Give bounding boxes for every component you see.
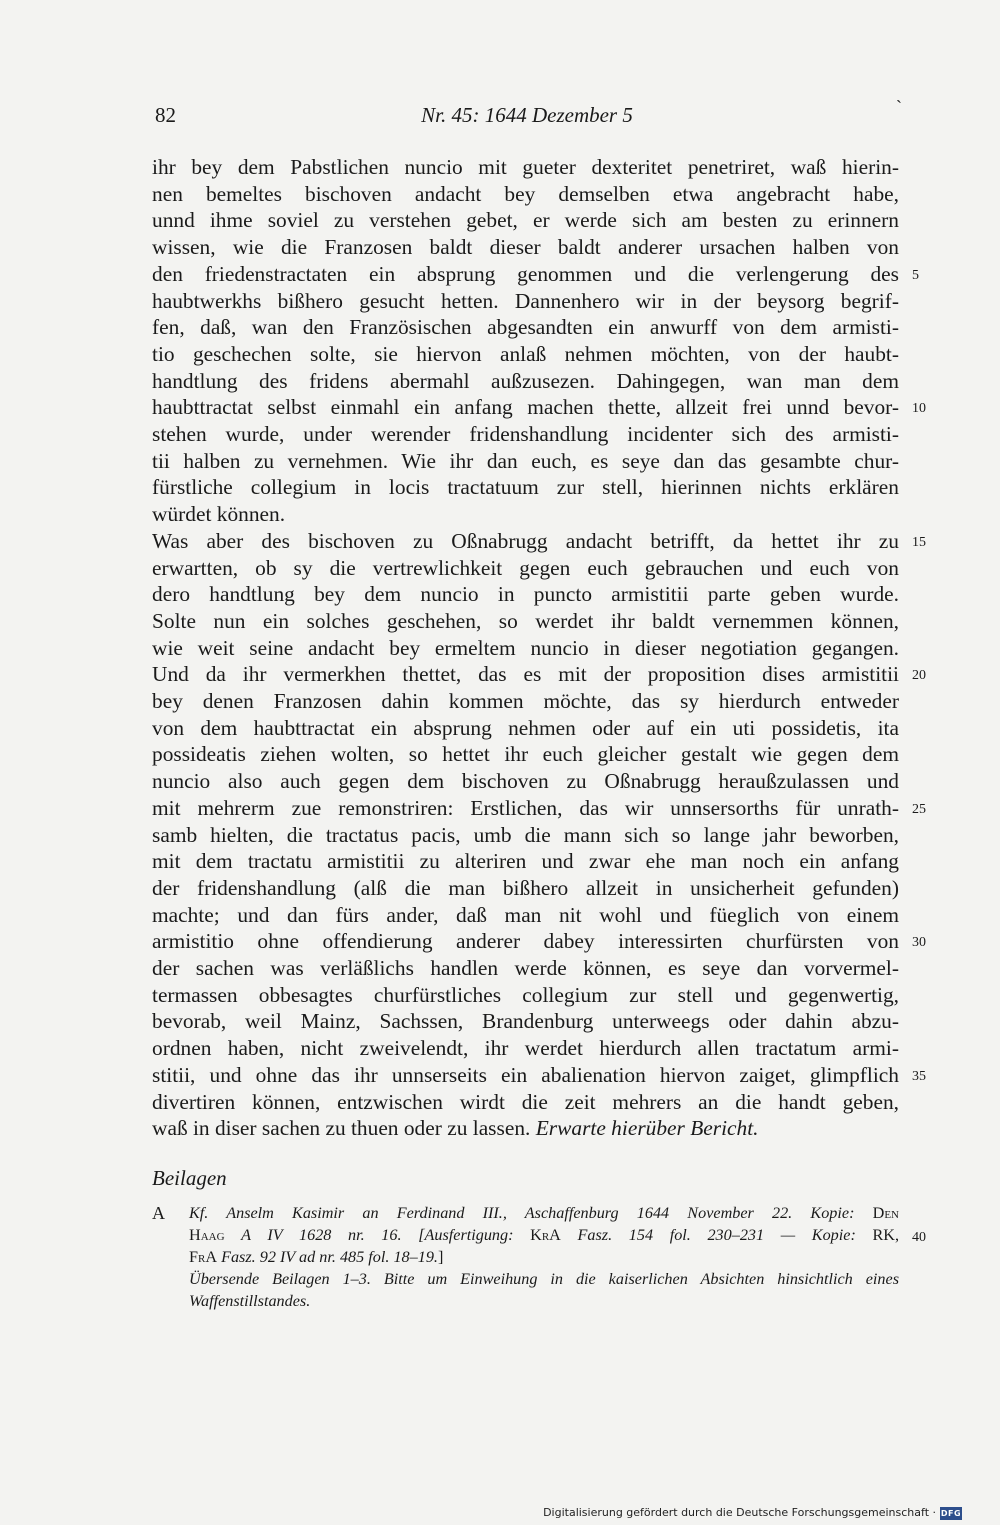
beilage-letter: A [152, 1203, 165, 1223]
beilage-line-2-sc: Haag [189, 1226, 225, 1244]
dfg-logo: DFG [940, 1508, 962, 1518]
body-line-final [152, 1115, 899, 1141]
margin-line-number: 30 [912, 935, 926, 951]
beilage-line-1 [189, 1202, 899, 1224]
page-number: 82 [155, 103, 176, 127]
body-line: würdet können. [152, 502, 286, 527]
body-line: divertiren können, entzwischen wirdt die zeit mehrers an die handt geben, [152, 1089, 899, 1114]
beilage-line-2 [189, 1224, 899, 1246]
corner-mark: ˋ [896, 97, 902, 117]
body-line: handtlung des fridens abermahl außzusezen. Dahingegen, wan man dem [152, 368, 899, 393]
body-line: termassen obbesagtes churfürstliches collegium zur stell und gegenwertig, [152, 982, 899, 1007]
beilage-line-3 [189, 1246, 899, 1268]
body-line: erwartten, ob sy die vertrewlichkeit gegen euch gebrauchen und euch von [152, 555, 899, 580]
body-line: ihr bey dem Pabstlichen nuncio mit gueter dexteritet penetriret, waß hierin- [152, 155, 899, 179]
running-title: Nr. 45: 1644 Dezember 5 [421, 103, 633, 127]
body-line: dero handtlung bey dem nuncio in puncto armistitii parte geben wurde. [152, 582, 899, 607]
dfg-credit-text: Digitalisierung gefördert durch die Deutsche Forschungsgemeinschaft · [543, 1506, 936, 1519]
body-line: machte; und dan fürs ander, daß man nit wohl und füeglich von einem [152, 902, 899, 927]
body-line: tio geschechen solte, sie hiervon anlaß nehmen möchten, von der haubt- [152, 341, 899, 366]
body-line: nen bemeltes bischoven andacht bey demselben etwa angebracht habe, [152, 181, 899, 206]
beilage-line-2-b: [Ausfertigung: [418, 1226, 514, 1244]
beilage-line-2-e: RK, [872, 1226, 900, 1244]
body-line: ordnen haben, nicht zweivelendt, ihr werdet hierdurch allen tractatum armi- [152, 1036, 899, 1061]
body-line: von dem haubttractat ein absprung nehmen oder auf ein uti possidetis, ita [152, 715, 899, 740]
body-line: samb hielten, die tractatus pacis, umb die mann sich so lange jahr beworben, [152, 822, 899, 847]
margin-line-number: 15 [912, 534, 926, 550]
final-line-italic: Erwarte hierüber Bericht. [535, 1116, 759, 1141]
body-line: Und da ihr vermerkhen thettet, das es mit der proposition dises armistitii [152, 662, 899, 687]
margin-line-number: 35 [912, 1068, 926, 1084]
body-line: possideatis ziehen wolten, so hettet ihr euch gleicher gestalt wie gegen dem [152, 742, 899, 767]
body-line: wissen, wie die Franzosen baldt dieser baldt anderer ursachen halben von [152, 235, 899, 260]
beilage-line-1-sc: Den [872, 1204, 899, 1222]
beilage-line-2-d: Fasz. 154 fol. 230–231 — Kopie: [577, 1226, 856, 1244]
body-line: armistitio ohne offendierung anderer dabey interessirten churfürsten von [152, 929, 899, 954]
body-line: unnd ihme soviel zu verstehen gebet, er werde sich am besten zu erinnern [152, 208, 899, 233]
body-line: fürstliche collegium in locis tractatuum zur stell, hierinnen nichts erklären [152, 475, 899, 500]
body-line: haubtwerkhs bißhero gesucht hetten. Dannenhero wir in der beysorg begrif- [152, 288, 899, 313]
beilage-line-3-b: Fasz. 92 IV ad nr. 485 fol. 18–19. [221, 1248, 438, 1266]
beilage-line-4: Übersende Beilagen 1–3. Bitte um Einweihung in die kaiserlichen Absichten hinsichtlich eines [189, 1270, 899, 1288]
beilage-line-5: Waffenstillstandes. [189, 1292, 311, 1310]
margin-line-number: 25 [912, 801, 926, 817]
body-line: stehen wurde, under werender fridenshandlung incidenter sich des armisti- [152, 422, 899, 446]
body-line: nuncio also auch gegen dem bischoven zu Oßnabrugg heraußzulassen und [152, 769, 899, 794]
body-line: der fridenshandlung (alß die man bißhero allzeit in unsicherheit gefunden) [152, 875, 899, 900]
beilagen-title: Beilagen [152, 1166, 227, 1190]
body-line: stitii, und ohne das ihr unnserseits ein abalienation hiervon zaiget, glimpflich [152, 1062, 899, 1087]
margin-line-number: 10 [912, 401, 926, 417]
body-line: Solte nun ein solches geschehen, so werdet ihr baldt vernemmen können, [152, 608, 899, 633]
margin-line-number: 5 [912, 267, 919, 283]
body-line: haubttractat selbst einmahl ein anfang machen thette, allzeit frei unnd bevor- [152, 395, 899, 420]
beilage-line-3-c: ] [437, 1248, 444, 1266]
beilage-line-3-a: FrA [189, 1248, 218, 1266]
body-line: den friedenstractaten ein absprung genommen und die verlengerung des [152, 261, 899, 286]
body-line: Was aber des bischoven zu Oßnabrugg andacht betrifft, da hettet ihr zu [152, 528, 899, 553]
body-line: bey denen Franzosen dahin kommen möchte, das sy hierdurch entweder [152, 689, 899, 713]
margin-line-number: 20 [912, 668, 926, 684]
beilage-line-1-text: Kf. Anselm Kasimir an Ferdinand III., Aschaffenburg 1644 November 22. Kopie: [189, 1204, 855, 1222]
body-line: mit dem tractatu armistitii zu alteriren und zwar ehe man noch ein anfang [152, 849, 899, 874]
body-line: der sachen was verläßlichs handlen werde können, es seye dan vorvermel- [152, 956, 899, 980]
body-line: wie weit seine andacht bey ermeltem nuncio in dieser negotiation gegangen. [152, 635, 899, 660]
page-header [155, 97, 902, 133]
beilage-line-number: 40 [912, 1230, 926, 1245]
dfg-credit [543, 1505, 962, 1521]
beilage-line-2-a: A IV 1628 nr. 16. [241, 1226, 402, 1244]
body-line: tii halben zu vernehmen. Wie ihr dan euch, es seye dan das gesambte chur- [152, 448, 899, 473]
body-line: mit mehrerm zue remonstriren: Erstlichen, das wir unnsersorths für unrath- [152, 795, 899, 820]
final-line-text: waß in diser sachen zu thuen oder zu lassen. [152, 1116, 536, 1141]
beilage-line-2-c: KrA [530, 1226, 561, 1244]
body-line: bevorab, weil Mainz, Sachssen, Brandenburg unterweegs oder dahin abzu- [152, 1009, 899, 1034]
body-line: fen, daß, wan den Französischen abgesandten ein anwurff von dem armisti- [152, 315, 899, 340]
